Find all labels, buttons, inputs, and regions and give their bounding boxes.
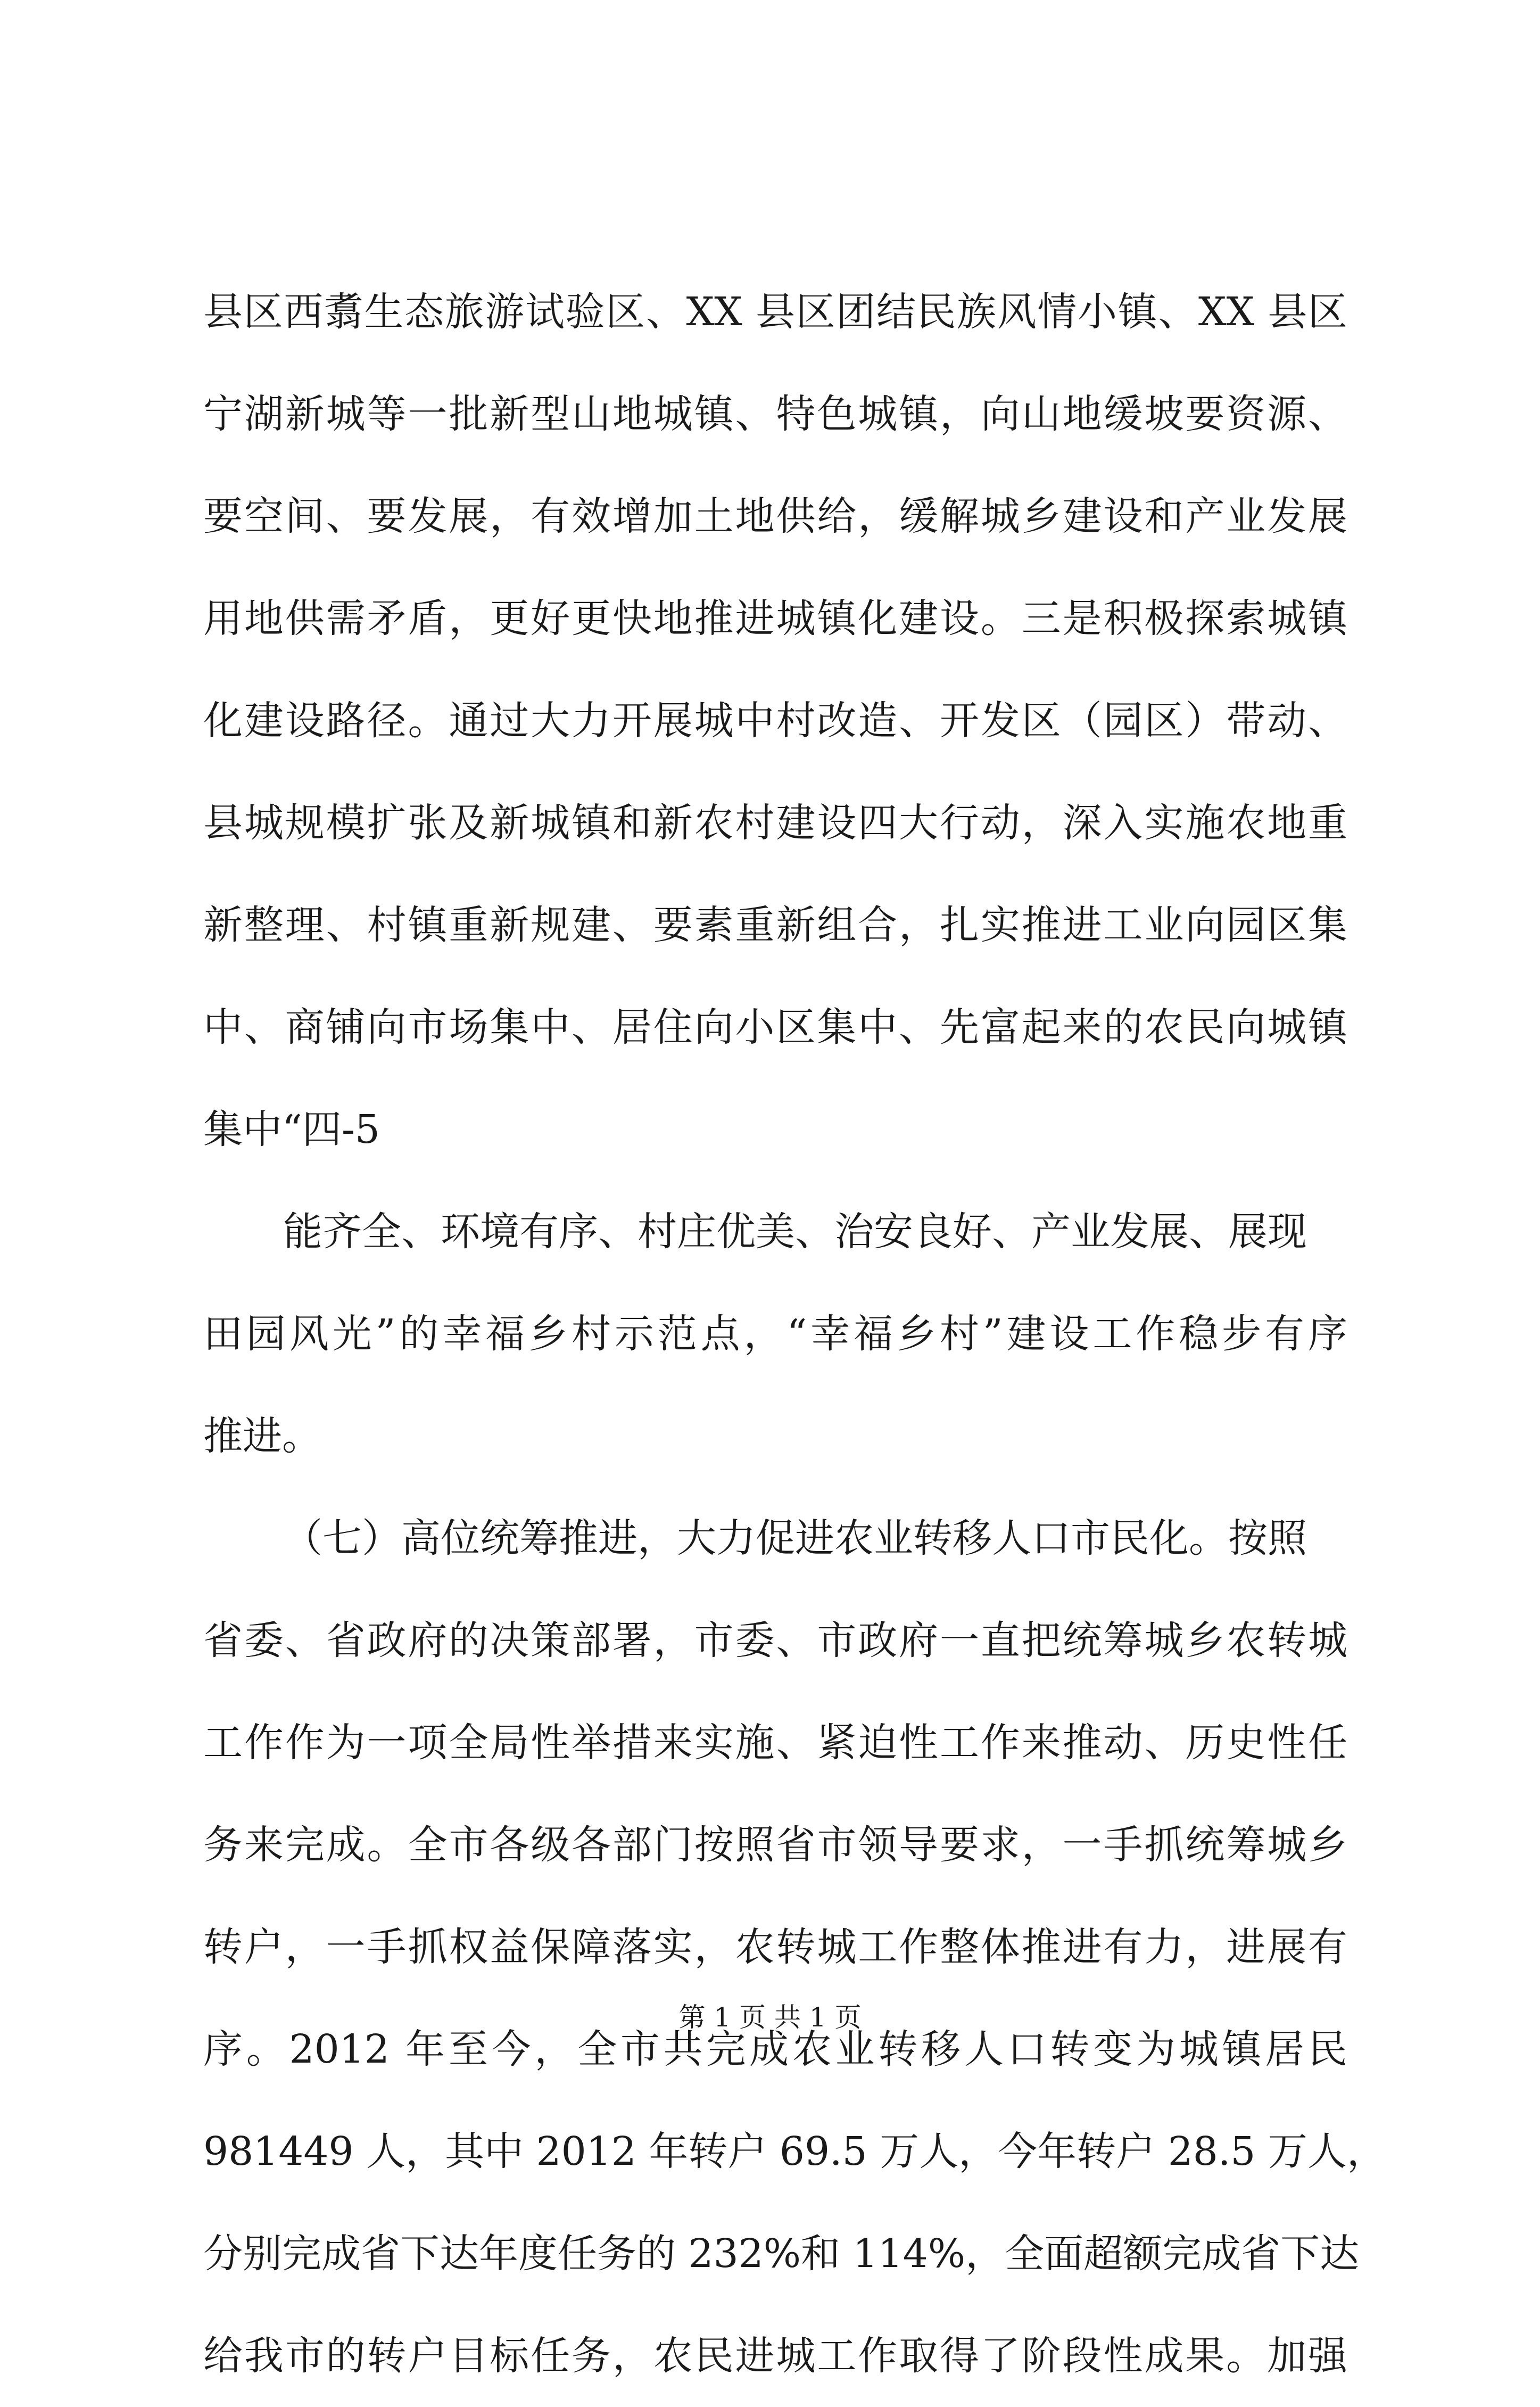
- text-line: 务来完成。全市各级各部门按照省市领导要求，一手抓统筹城乡: [203, 1822, 1347, 1868]
- text-line: 县区西翥生态旅游试验区、XX 县区团结民族风情小镇、XX 县区: [203, 289, 1347, 335]
- text-line: 序。2012 年至今，全市共完成农业转移人口转变为城镇居民: [203, 2026, 1347, 2072]
- text-line: 分别完成省下达年度任务的 232%和 114%，全面超额完成省下达: [203, 2231, 1360, 2277]
- text-line: 省委、省政府的决策部署，市委、市政府一直把统筹城乡农转城: [203, 1618, 1347, 1663]
- text-line: 新整理、村镇重新规建、要素重新组合，扎实推进工业向园区集: [203, 902, 1347, 948]
- paragraph-2: [203, 1181, 1347, 1487]
- text-line: 工作作为一项全局性举措来实施、紧迫性工作来推动、历史性任: [203, 1720, 1347, 1766]
- document-body: [203, 261, 1386, 2407]
- paragraph-1: [203, 261, 1347, 1181]
- text-line: 集中“四-5: [203, 1107, 380, 1152]
- text-line: 981449 人，其中 2012 年转户 69.5 万人，今年转户 28.5 万人，: [203, 2129, 1386, 2174]
- paragraph-3: [203, 1487, 1386, 2407]
- text-line: 给我市的转户目标任务，农民进城工作取得了阶段性成果。加强: [203, 2333, 1347, 2379]
- text-line: 转户，一手抓权益保障落实，农转城工作整体推进有力，进展有: [203, 1924, 1347, 1970]
- text-line: 中、商铺向市场集中、居住向小区集中、先富起来的农民向城镇: [203, 1004, 1347, 1050]
- text-line: 县城规模扩张及新城镇和新农村建设四大行动，深入实施农地重: [203, 800, 1347, 846]
- text-line: 化建设路径。通过大力开展城中村改造、开发区（园区）带动、: [203, 698, 1347, 744]
- text-line: 田园风光”的幸福乡村示范点，“幸福乡村”建设工作稳步有序: [203, 1311, 1347, 1357]
- text-line: 能齐全、环境有序、村庄优美、治安良好、产业发展、展现: [283, 1209, 1307, 1255]
- page-footer: 第 1 页 共 1 页: [678, 2002, 862, 2033]
- text-line: 宁湖新城等一批新型山地城镇、特色城镇，向山地缓坡要资源、: [203, 391, 1347, 437]
- text-line: 要空间、要发展，有效增加土地供给，缓解城乡建设和产业发展: [203, 493, 1347, 539]
- text-line: 用地供需矛盾，更好更快地推进城镇化建设。三是积极探索城镇: [203, 596, 1347, 641]
- text-line: （七）高位统筹推进，大力促进农业转移人口市民化。按照: [283, 1515, 1307, 1561]
- text-line: 推进。: [203, 1413, 321, 1459]
